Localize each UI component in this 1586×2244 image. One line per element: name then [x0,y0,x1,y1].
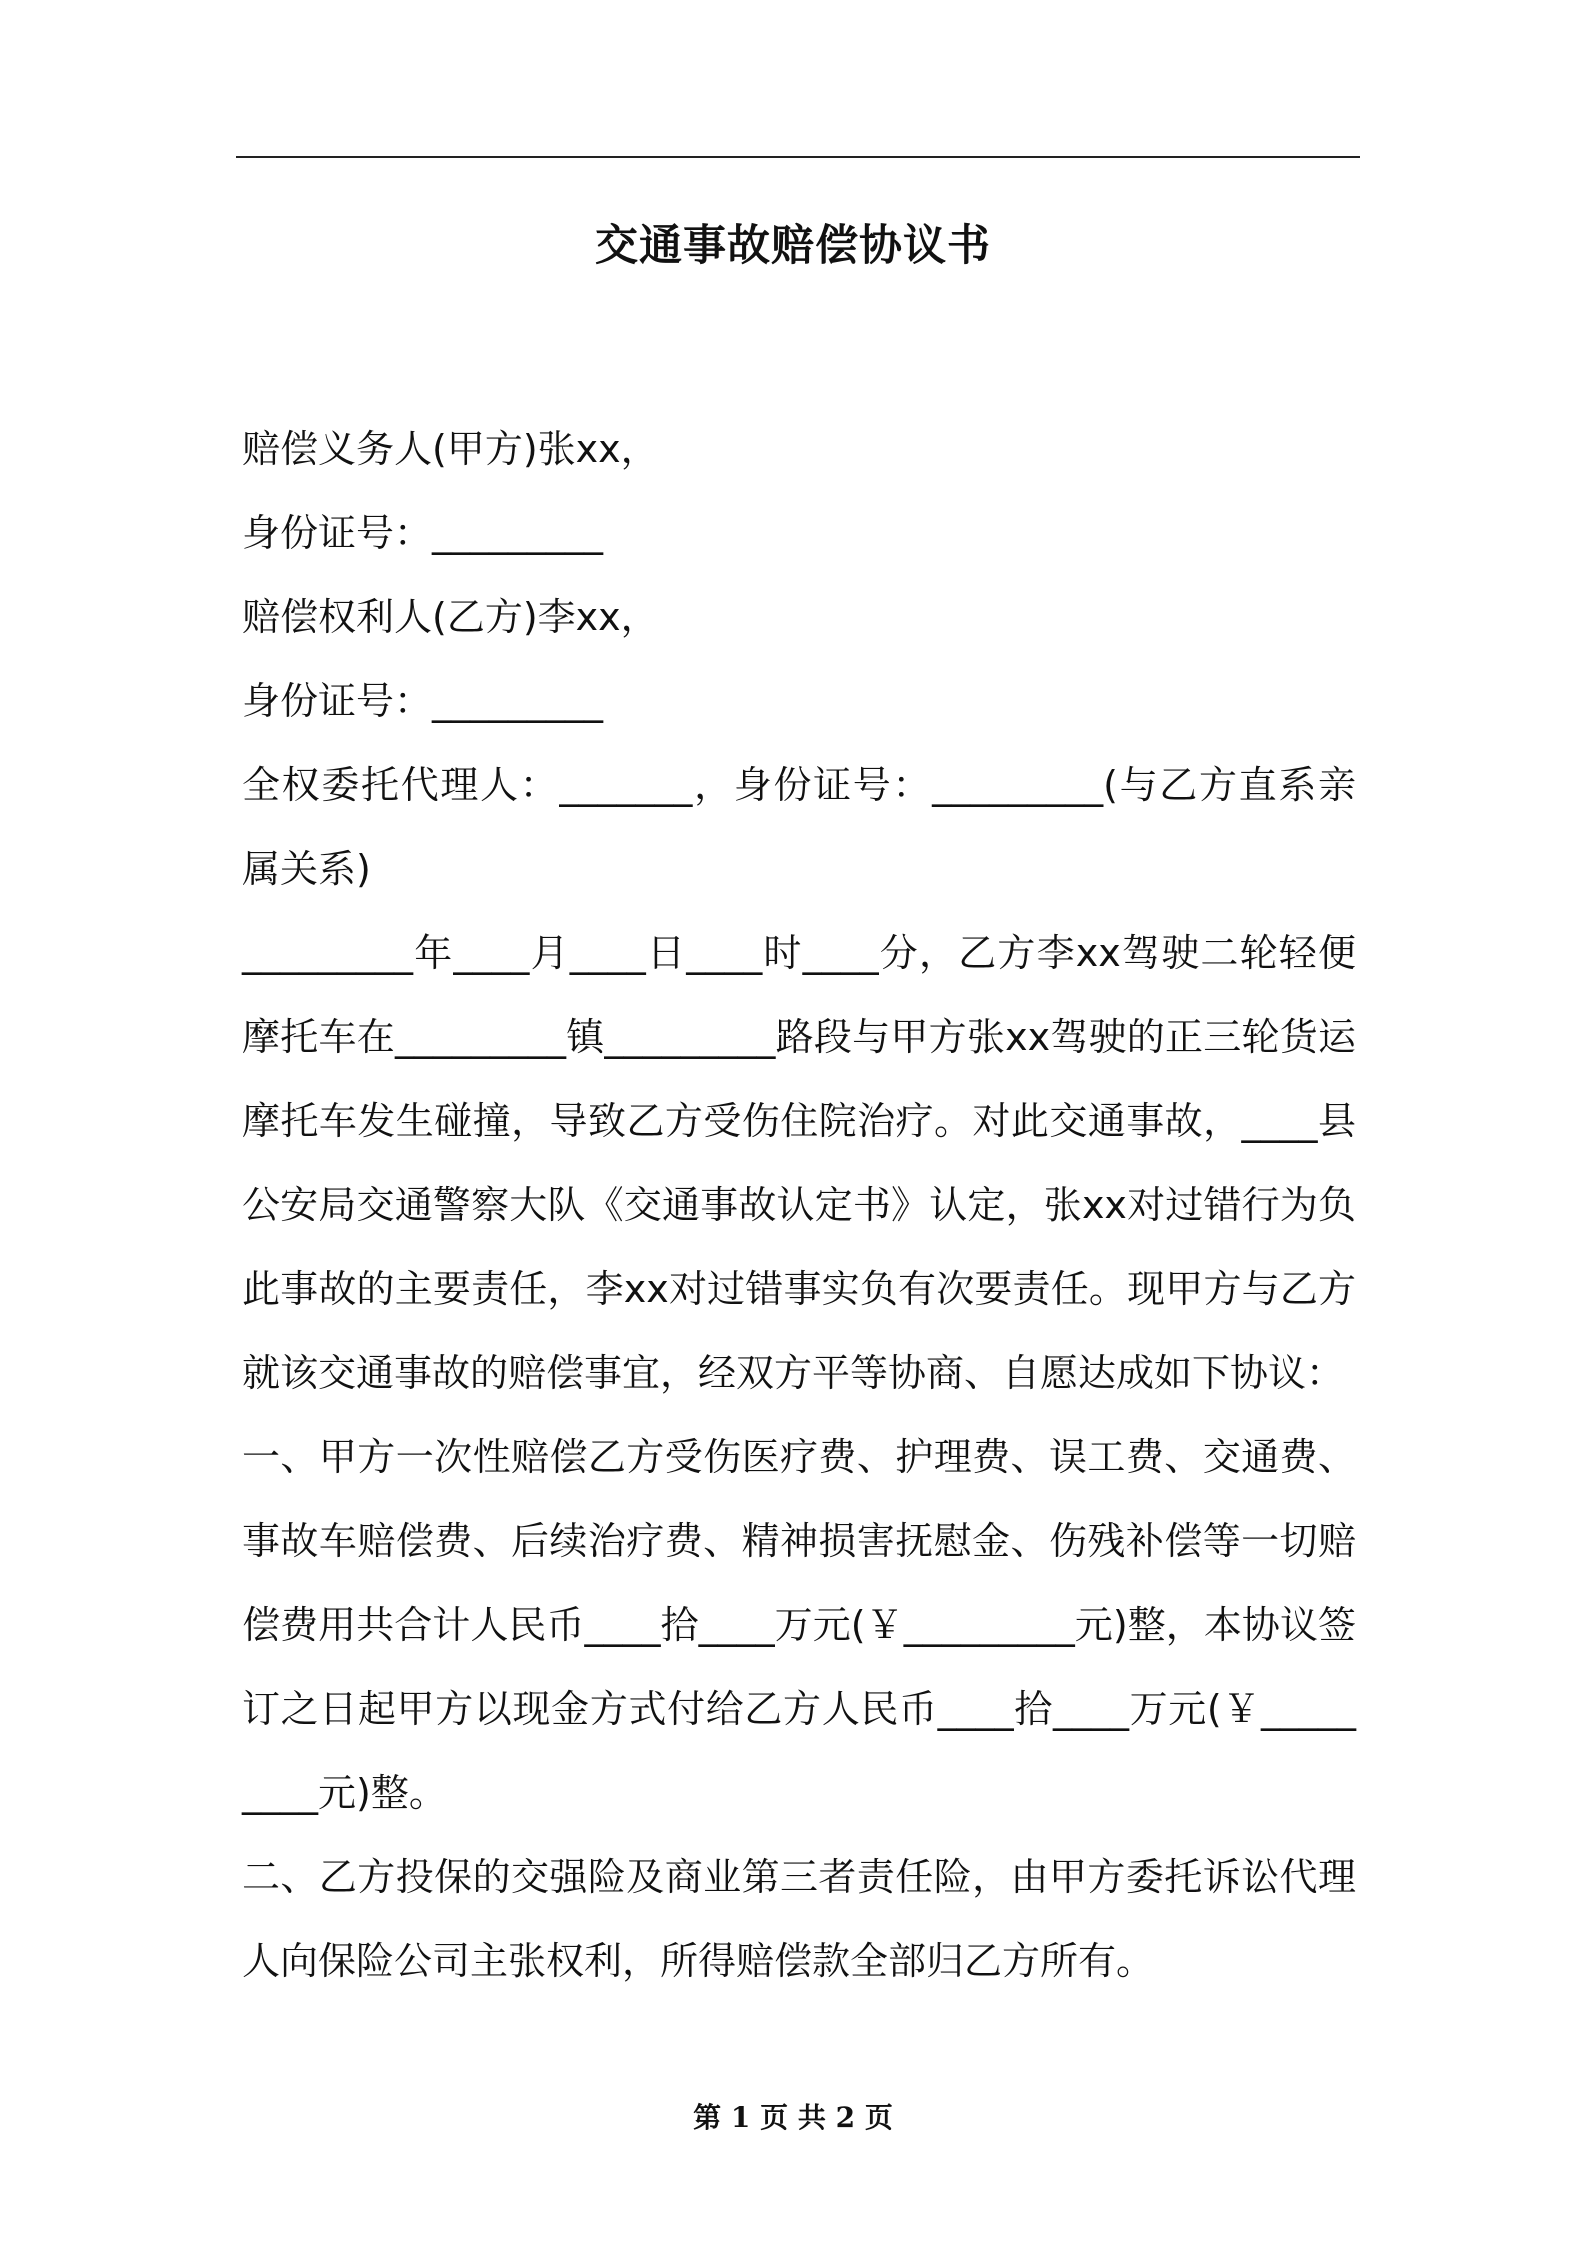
paragraph-clause-two: 二、乙方投保的交强险及商业第三者责任险，由甲方委托诉讼代理人向保险公司主张权利，所得赔偿款全部归乙方所有。 [242,1855,1356,1983]
page-number: 第 1 页 共 2 页 [693,2101,893,2134]
header-rule [236,156,1360,158]
paragraph-obligor-id: 身份证号：_________ [242,511,604,555]
paragraph-clause-one: 一、甲方一次性赔偿乙方受伤医疗费、护理费、误工费、交通费、事故车赔偿费、后续治疗费、精神损害抚慰金、伤残补偿等一切赔偿费用共合计人民币____拾____万元(￥_________元)整，本协议签订之日起甲方以现金方式付给乙方人民币____拾____万元(￥_________元)整。 [242,1435,1356,1815]
paragraph-obligee: 赔偿权利人(乙方)李xx， [242,595,659,639]
paragraph-obligor: 赔偿义务人(甲方)张xx， [242,427,659,471]
paragraph-agent: 全权委托代理人：_______，身份证号：_________(与乙方直系亲属关系) [242,763,1356,891]
paragraph-accident-facts: _________年____月____日____时____分，乙方李xx驾驶二轮轻便摩托车在_________镇_________路段与甲方张xx驾驶的正三轮货运摩托车发生碰撞，导致乙方受伤住院治疗。对此交通事故，____县公安局交通警察大队《交通事故认定书》认定，张xx对过错行为负此事故的主要责任，李xx对过错事实负有次要责任。现甲方与乙方就该交通事故的赔偿事宜，经双方平等协商、自愿达成如下协议： [242,931,1356,1395]
document-body [242,407,1356,2003]
paragraph-obligee-id: 身份证号：_________ [242,679,604,723]
document-title: 交通事故赔偿协议书 [595,221,991,271]
